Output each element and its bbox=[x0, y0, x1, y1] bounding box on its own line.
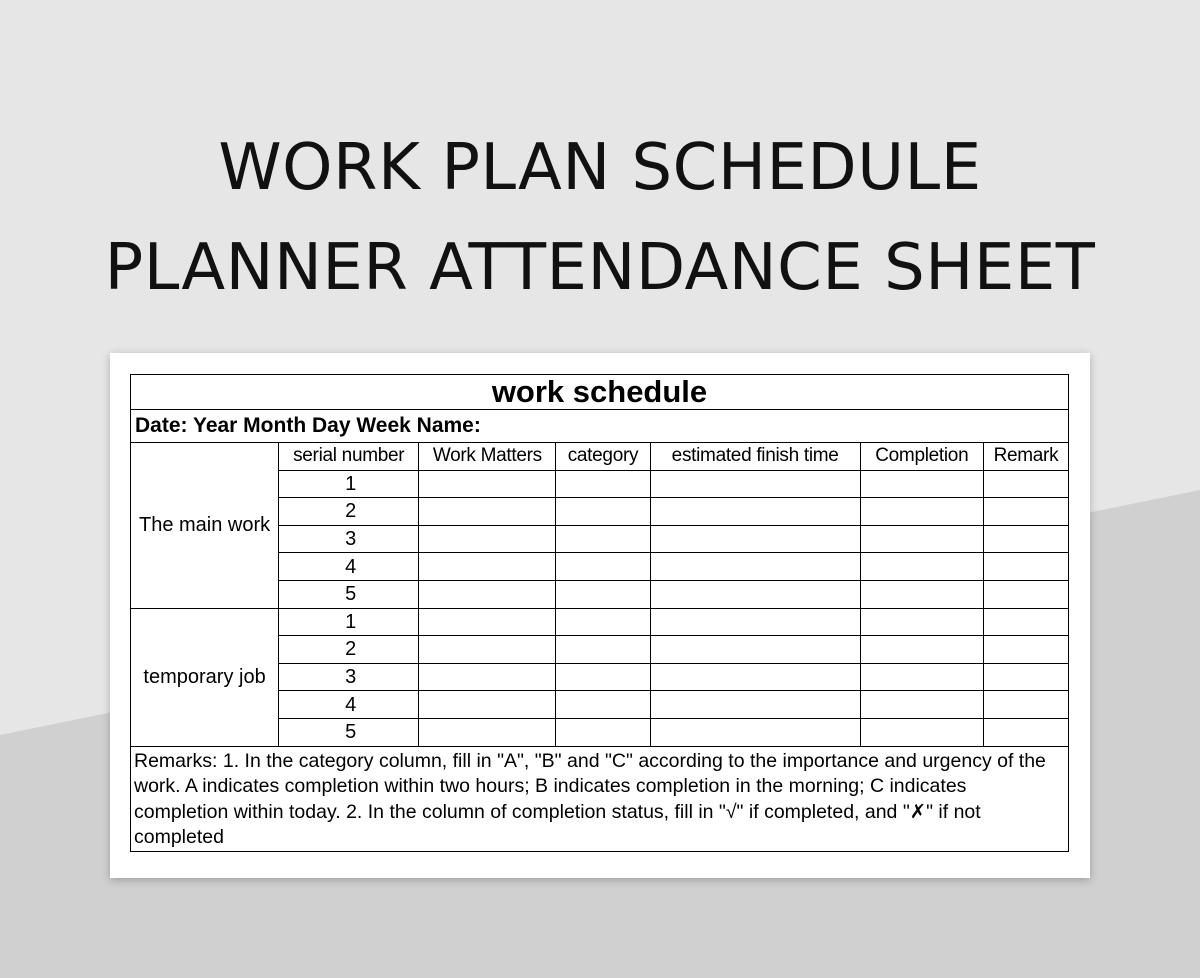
finish-time-cell[interactable] bbox=[650, 636, 860, 664]
sheet-title: work schedule bbox=[131, 375, 1069, 410]
work-matters-cell[interactable] bbox=[419, 580, 556, 608]
header-row bbox=[131, 443, 1069, 471]
group-label-main-work: The main work bbox=[131, 443, 279, 609]
remark-cell[interactable] bbox=[983, 718, 1068, 746]
finish-time-cell[interactable] bbox=[650, 718, 860, 746]
completion-cell[interactable] bbox=[860, 636, 983, 664]
header-serial-number: serial number bbox=[279, 443, 419, 471]
completion-cell[interactable] bbox=[860, 608, 983, 636]
completion-cell[interactable] bbox=[860, 470, 983, 498]
header-completion: Completion bbox=[860, 443, 983, 471]
group-label-temporary-job: temporary job bbox=[131, 608, 279, 746]
category-cell[interactable] bbox=[556, 498, 650, 526]
remark-cell[interactable] bbox=[983, 498, 1068, 526]
remark-cell[interactable] bbox=[983, 663, 1068, 691]
work-matters-cell[interactable] bbox=[419, 470, 556, 498]
finish-time-cell[interactable] bbox=[650, 691, 860, 719]
finish-time-cell[interactable] bbox=[650, 553, 860, 581]
remark-cell[interactable] bbox=[983, 691, 1068, 719]
serial-cell: 2 bbox=[279, 636, 419, 664]
work-matters-cell[interactable] bbox=[419, 608, 556, 636]
category-cell[interactable] bbox=[556, 718, 650, 746]
category-cell[interactable] bbox=[556, 553, 650, 581]
remark-cell[interactable] bbox=[983, 553, 1068, 581]
serial-cell: 4 bbox=[279, 691, 419, 719]
remark-cell[interactable] bbox=[983, 470, 1068, 498]
header-work-matters: Work Matters bbox=[419, 443, 556, 471]
date-line: Date: Year Month Day Week Name: bbox=[131, 410, 1069, 443]
finish-time-cell[interactable] bbox=[650, 525, 860, 553]
serial-cell: 2 bbox=[279, 498, 419, 526]
remark-cell[interactable] bbox=[983, 525, 1068, 553]
headline-line-2: PLANNER ATTENDANCE SHEET bbox=[104, 231, 1096, 305]
serial-cell: 3 bbox=[279, 525, 419, 553]
work-matters-cell[interactable] bbox=[419, 525, 556, 553]
work-matters-cell[interactable] bbox=[419, 691, 556, 719]
work-matters-cell[interactable] bbox=[419, 553, 556, 581]
serial-cell: 1 bbox=[279, 470, 419, 498]
work-matters-cell[interactable] bbox=[419, 718, 556, 746]
serial-cell: 4 bbox=[279, 553, 419, 581]
completion-cell[interactable] bbox=[860, 691, 983, 719]
schedule-sheet bbox=[110, 353, 1090, 878]
remark-cell[interactable] bbox=[983, 580, 1068, 608]
serial-cell: 5 bbox=[279, 580, 419, 608]
finish-time-cell[interactable] bbox=[650, 580, 860, 608]
header-estimated-finish-time: estimated finish time bbox=[650, 443, 860, 471]
finish-time-cell[interactable] bbox=[650, 663, 860, 691]
category-cell[interactable] bbox=[556, 608, 650, 636]
serial-cell: 5 bbox=[279, 718, 419, 746]
table-row bbox=[131, 608, 1069, 636]
completion-cell[interactable] bbox=[860, 498, 983, 526]
category-cell[interactable] bbox=[556, 663, 650, 691]
headline-line-1: WORK PLAN SCHEDULE bbox=[218, 131, 982, 205]
remark-cell[interactable] bbox=[983, 636, 1068, 664]
category-cell[interactable] bbox=[556, 691, 650, 719]
work-matters-cell[interactable] bbox=[419, 663, 556, 691]
category-cell[interactable] bbox=[556, 525, 650, 553]
finish-time-cell[interactable] bbox=[650, 498, 860, 526]
work-matters-cell[interactable] bbox=[419, 498, 556, 526]
schedule-table bbox=[130, 374, 1069, 852]
completion-cell[interactable] bbox=[860, 525, 983, 553]
header-remark: Remark bbox=[983, 443, 1068, 471]
completion-cell[interactable] bbox=[860, 553, 983, 581]
completion-cell[interactable] bbox=[860, 663, 983, 691]
remark-cell[interactable] bbox=[983, 608, 1068, 636]
category-cell[interactable] bbox=[556, 636, 650, 664]
header-category: category bbox=[556, 443, 650, 471]
category-cell[interactable] bbox=[556, 470, 650, 498]
serial-cell: 1 bbox=[279, 608, 419, 636]
headline bbox=[0, 118, 1200, 318]
finish-time-cell[interactable] bbox=[650, 608, 860, 636]
remarks-note: Remarks: 1. In the category column, fill in "A", "B" and "C" according to the importance and urgency of the work. A indicates completion within two hours; B indicates completion in the morning; C indicates completion within today. 2. In the column of completion status, fill in "√" if completed, and "✗" if not completed bbox=[131, 746, 1069, 851]
finish-time-cell[interactable] bbox=[650, 470, 860, 498]
completion-cell[interactable] bbox=[860, 580, 983, 608]
category-cell[interactable] bbox=[556, 580, 650, 608]
serial-cell: 3 bbox=[279, 663, 419, 691]
work-matters-cell[interactable] bbox=[419, 636, 556, 664]
completion-cell[interactable] bbox=[860, 718, 983, 746]
